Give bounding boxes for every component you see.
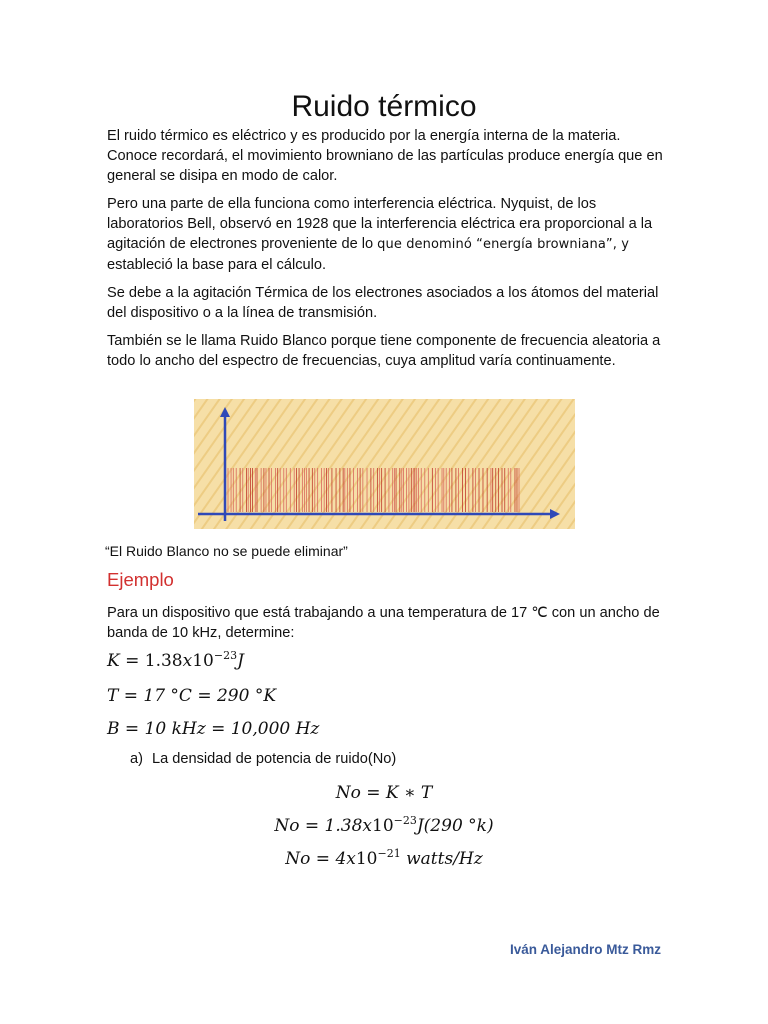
eq2-times: x [362, 816, 372, 836]
paragraph-nyquist [107, 194, 667, 275]
figure-background [194, 399, 575, 529]
math-exponent: −23 [213, 649, 238, 662]
given-temperature: T = 17 °C = 290 °K [107, 686, 277, 706]
list-marker: a) [130, 751, 143, 767]
equation-no-substitution [0, 816, 768, 836]
given-bandwidth: B = 10 kHz = 10,000 Hz [107, 719, 320, 739]
paragraph-nyquist-part2: que denominó “energía browniana”, y [377, 237, 629, 252]
eq2-base: 10 [372, 816, 394, 836]
equation-no-formula: No = K ∗ T [335, 783, 433, 803]
noise-bars [228, 468, 519, 512]
math-value: 1.38 [144, 651, 183, 671]
math-var-k: K [107, 651, 120, 671]
equation-no-result [0, 849, 768, 869]
math-times: x [182, 651, 193, 671]
eq3-prefix: No = 4 [285, 849, 347, 869]
eq2-exponent: −23 [393, 814, 417, 827]
white-noise-spectrum-graphic [194, 399, 575, 529]
given-boltzmann-constant [107, 651, 244, 671]
eq2-prefix: No = 1.38 [274, 816, 363, 836]
paragraph-nyquist-part3: estableció la base para el cálculo. [107, 257, 327, 273]
math-equals: = [119, 651, 145, 671]
eq3-times: x [346, 849, 356, 869]
math-unit: J [237, 651, 244, 671]
paragraph-thermal-agitation: Se debe a la agitación Térmica de los electrones asociados a los átomos del material del dispositivo o a la línea de transmisión. [107, 285, 659, 321]
math-base: 10 [192, 651, 214, 671]
list-item-text: La densidad de potencia de ruido(No) [152, 751, 397, 767]
eq3-exponent: −21 [377, 847, 401, 860]
eq2-suffix: J(290 °k) [416, 816, 494, 836]
quote-text: “El Ruido Blanco no se puede eliminar” [105, 543, 348, 559]
page-title: Ruido térmico [291, 90, 477, 123]
white-noise-figure [194, 399, 575, 529]
author-name: Iván Alejandro Mtz Rmz [509, 942, 661, 957]
eq3-base: 10 [355, 849, 378, 869]
eq3-suffix: watts/Hz [400, 849, 483, 869]
example-heading: Ejemplo [107, 569, 174, 590]
paragraph-white-noise: También se le llama Ruido Blanco porque tiene componente de frecuencia aleatoria a todo lo ancho del espectro de frecuencias, cuya amplitud varía continuamente. [107, 333, 661, 369]
paragraph-nyquist-part1: Pero una parte de ella funciona como interferencia eléctrica. Nyquist, de los laboratorios Bell, observó en 1928 que la interferencia eléctrica era proporcional a la agitación de electrones proveniente de lo [107, 196, 653, 252]
example-statement: Para un dispositivo que está trabajando a una temperatura de 17 ℃ con un ancho de banda de 10 kHz, determine: [107, 605, 660, 641]
paragraph-intro: El ruido térmico es eléctrico y es producido por la energía interna de la materia. Conoce recordará, el movimiento browniano de las partículas produce energía que en general se disipa en modo de calor. [107, 128, 663, 184]
list-item-a [130, 751, 396, 767]
